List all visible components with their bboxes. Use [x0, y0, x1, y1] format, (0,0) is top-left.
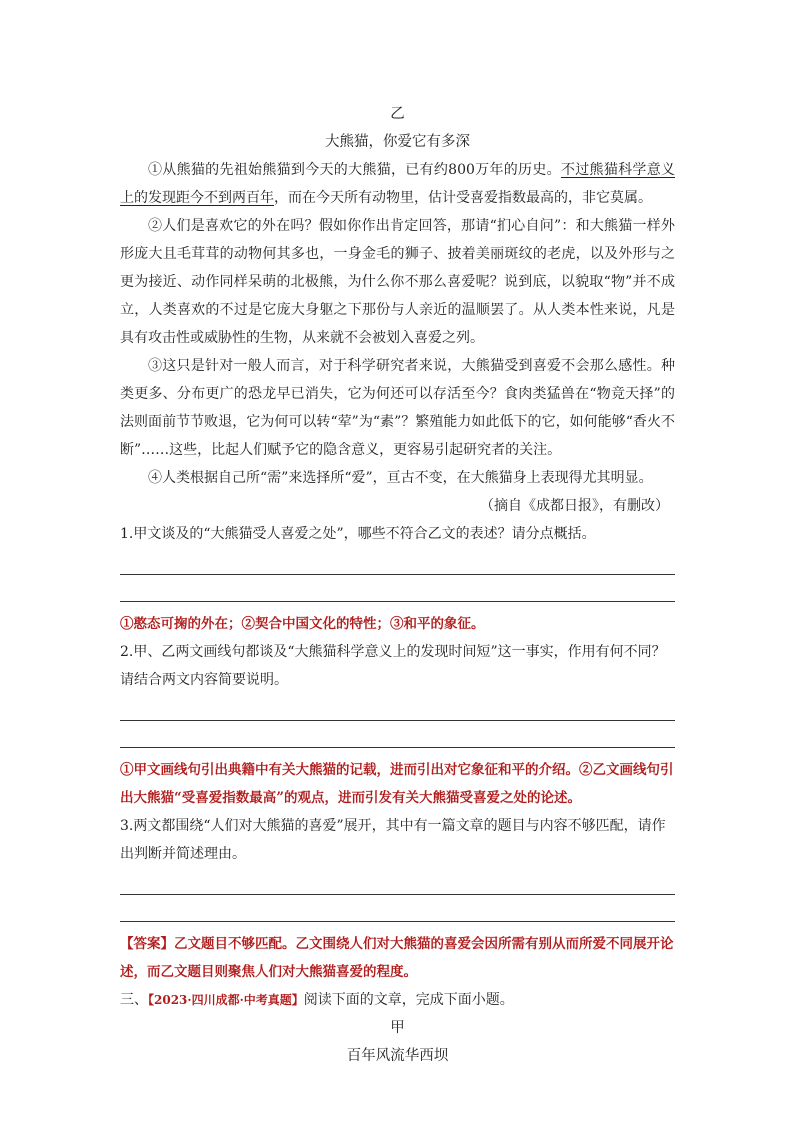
- answer-line: [120, 694, 675, 721]
- paragraph-1-text-end: ，而在今天所有动物里，估计受喜爱指数最高的，非它莫属。: [274, 190, 652, 206]
- answer-1: ①憨态可掬的外在；②契合中国文化的特性；③和平的象征。: [120, 616, 485, 632]
- passage-a-title: 百年风流华西坝: [346, 1048, 449, 1064]
- underlined-sentence: 不过熊猫科学意义上的发现距今不到两百年: [120, 162, 675, 206]
- question-1: 1.甲文谈及的“大熊猫受人喜爱之处”，哪些不符合乙文的表述？请分点概括。: [120, 526, 596, 542]
- paragraph-1-text: ①从熊猫的先祖始熊猫到今天的大熊猫，已有约800万年的历史。: [148, 162, 561, 178]
- paragraph-3: ③这只是针对一般人而言，对于科学研究者来说，大熊猫受到喜爱不会那么感性。种类更多、分布更广的恐龙早已消失，它为何还可以存活至今？食肉类猛兽在“物竞天择”的法则面前节节败退，它为何可以转“荤”为“素”？繁殖能力如此低下的它，如何能够“香火不断”……这些，比起人们赋予它的隐含意义，更容易引起研究者的关注。: [120, 358, 675, 458]
- section-prefix: 三、: [120, 992, 148, 1008]
- answer-line: [120, 548, 675, 575]
- paragraph-1: [120, 156, 675, 212]
- question-2: 2.甲、乙两文画线句都谈及“大熊猫科学意义上的发现时间短”这一事实，作用有何不同？请结合两文内容简要说明。: [120, 644, 666, 688]
- paragraph-4: ④人类根据自己所“需”来选择所“爱”，亘古不变，在大熊猫身上表现得尤其明显。: [148, 470, 653, 486]
- document-page: [120, 100, 675, 1070]
- answer-tag: 【答案】: [120, 936, 174, 952]
- section-3-heading: [120, 986, 675, 1014]
- source-note: （摘自《成都日报》，有删改）: [480, 498, 669, 514]
- answer-line: [120, 721, 675, 748]
- answer-2: ①甲文画线句引出典籍中有关大熊猫的记载，进而引出对它象征和平的介绍。②乙文画线句引出大熊猫“受喜爱指数最高”的观点，进而引发有关大熊猫受喜爱之处的论述。: [120, 762, 674, 806]
- answer-3: [120, 930, 675, 986]
- answer-line: [120, 868, 675, 895]
- question-3: 3.两文都围绕“人们对大熊猫的喜爱”展开，其中有一篇文章的题目与内容不够匹配，请作出判断并简述理由。: [120, 818, 666, 862]
- passage-a-label: 甲: [390, 1020, 405, 1036]
- section-instruction: 阅读下面的文章，完成下面小题。: [303, 992, 514, 1008]
- answer-line: [120, 895, 675, 922]
- answer-line: [120, 575, 675, 602]
- answer-3-text: 乙文题目不够匹配。乙文围绕人们对大熊猫的喜爱会因所需有别从而所爱不同展开论述，而乙文题目则聚焦人们对大熊猫喜爱的程度。: [120, 936, 674, 980]
- exam-source-tag: 【2023·四川成都·中考真题】: [148, 993, 304, 1007]
- paragraph-2: ②人们是喜欢它的外在吗？假如你作出肯定回答，那请“扪心自问”：和大熊猫一样外形庞大且毛茸茸的动物何其多也，一身金毛的狮子、披着美丽斑纹的老虎，以及外形与之更为接近、动作同样呆萌的北极熊，为什么你不那么喜爱呢？说到底，以貌取“物”并不成立，人类喜欢的不过是它庞大身躯之下那份与人亲近的温顺罢了。从人类本性来说，凡是具有攻击性或威胁性的生物，从来就不会被划入喜爱之列。: [120, 218, 675, 346]
- passage-label: 乙: [390, 106, 405, 122]
- passage-title: 大熊猫，你爱它有多深: [325, 134, 470, 150]
